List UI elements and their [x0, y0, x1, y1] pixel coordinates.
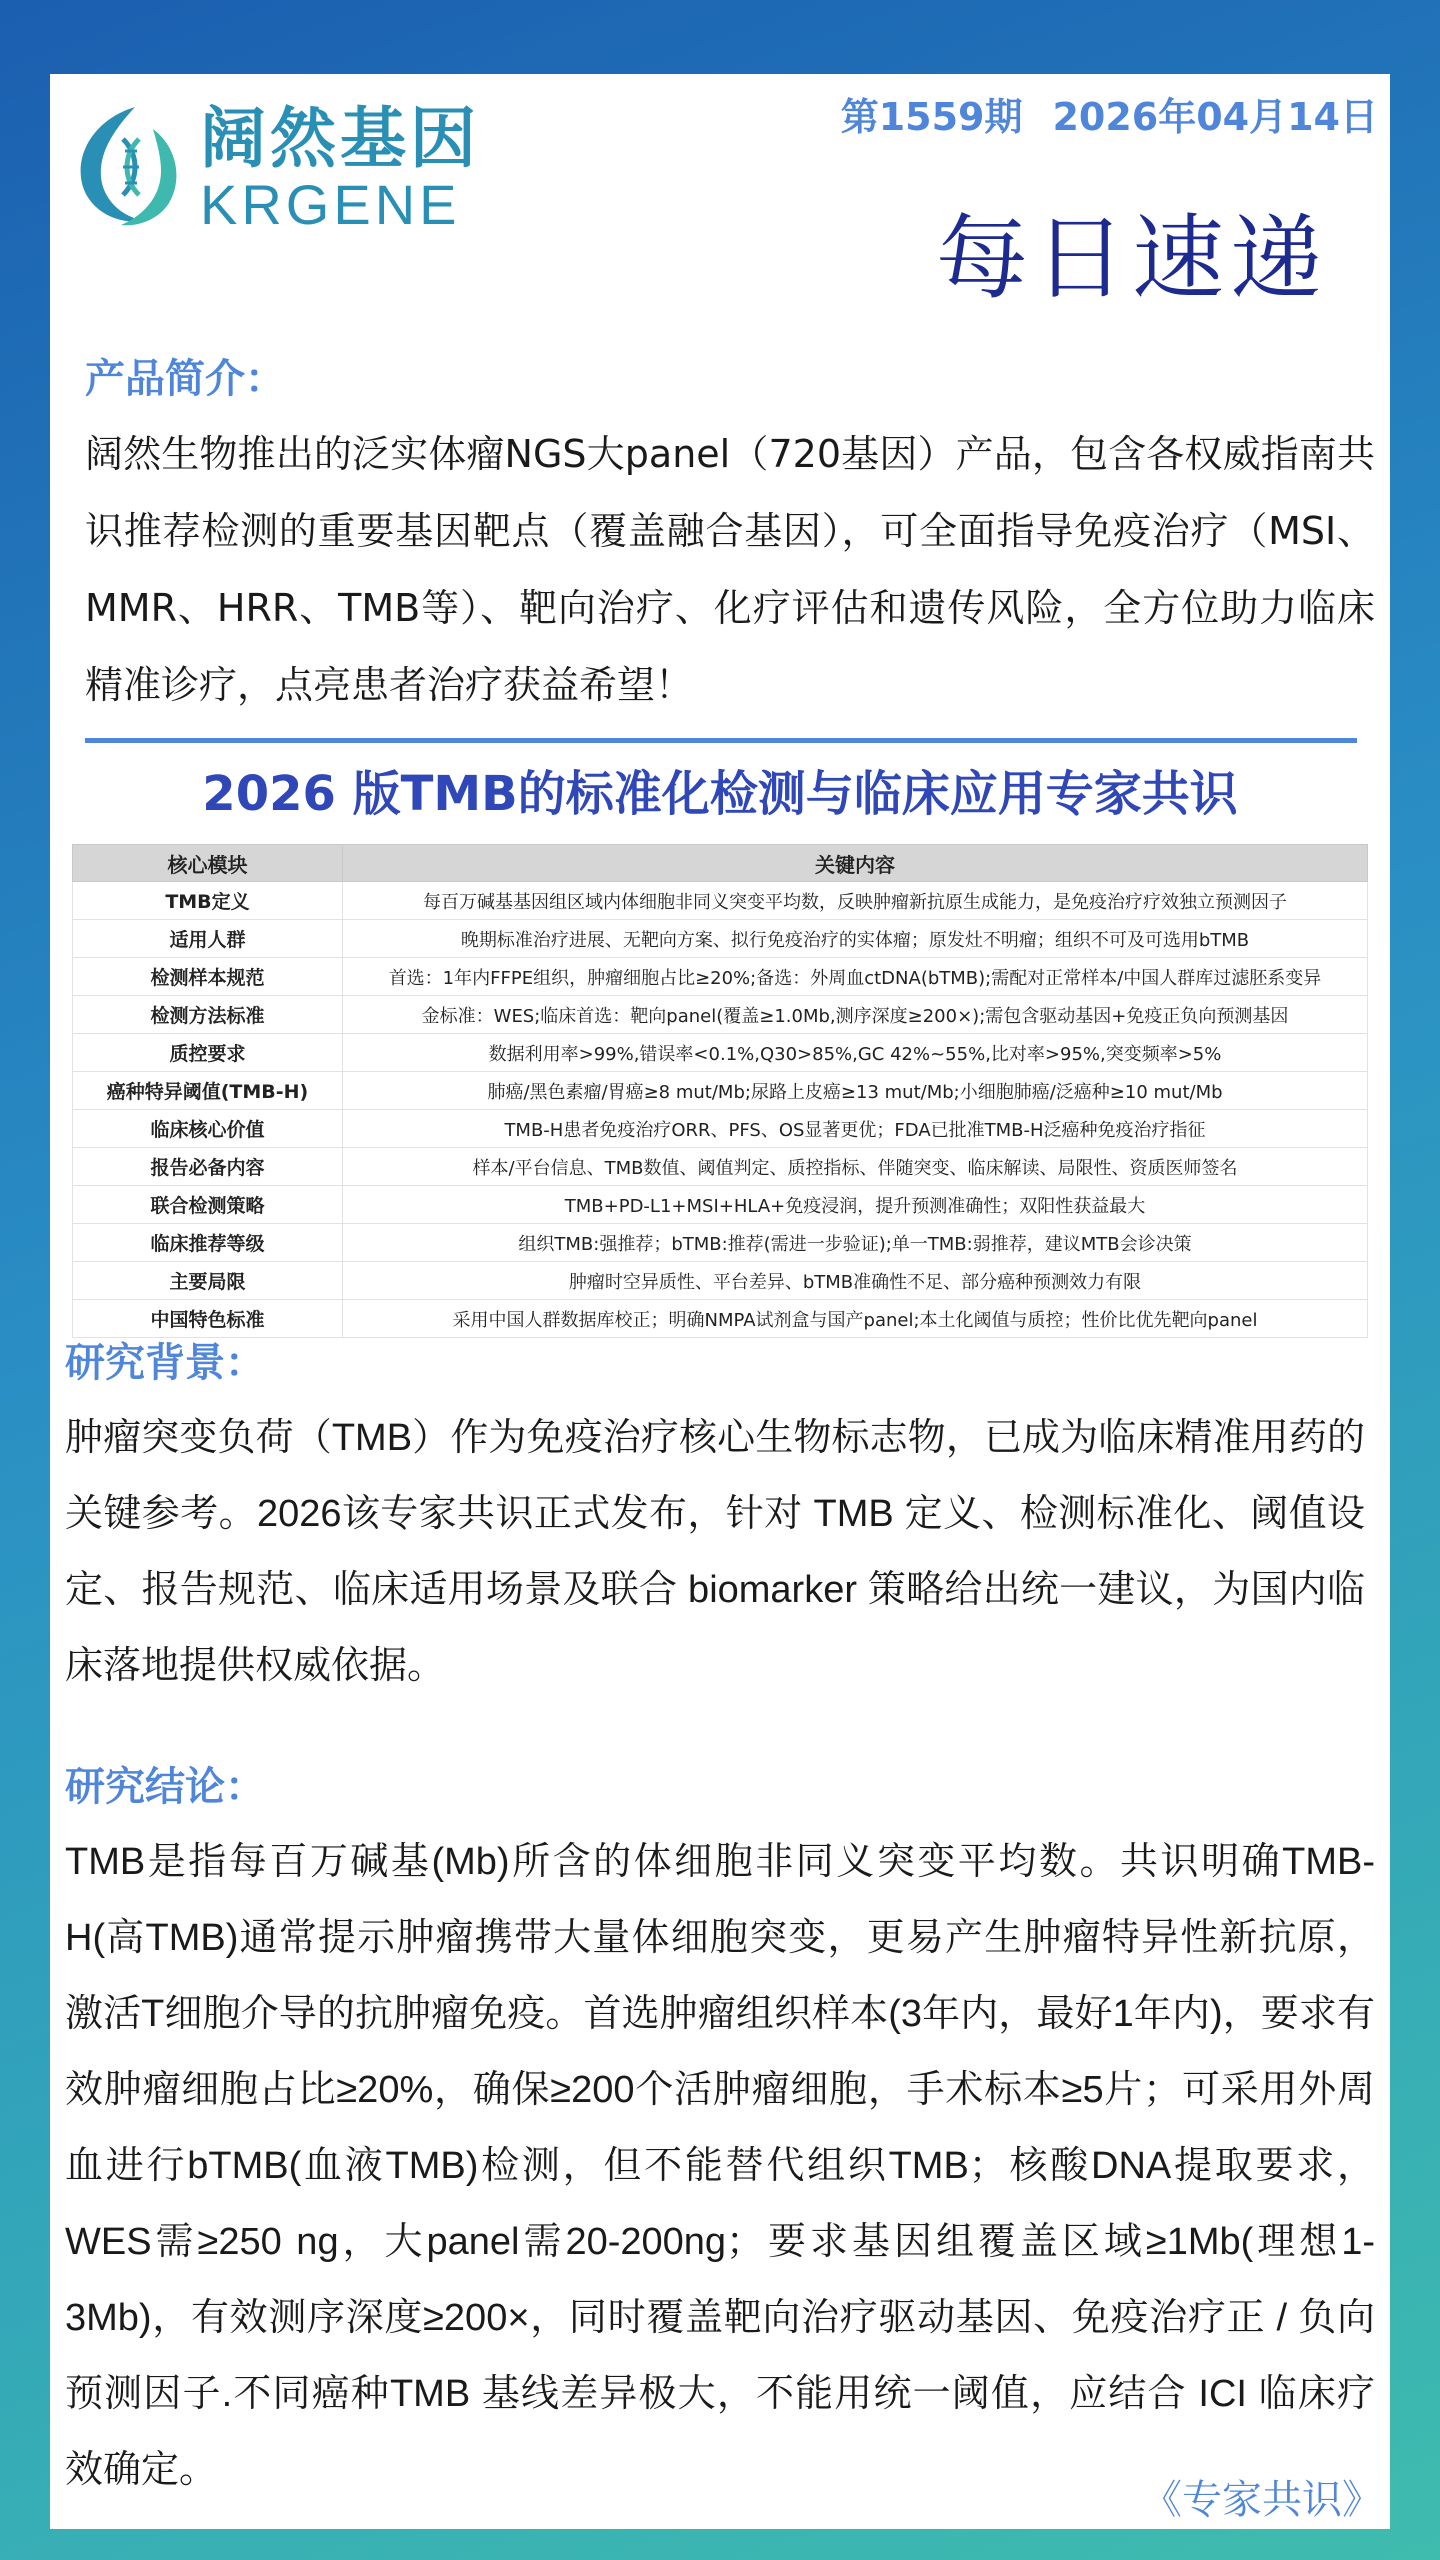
- table-header-module: 核心模块: [73, 845, 343, 882]
- consensus-title: 2026 版TMB的标准化检测与临床应用专家共识: [202, 766, 1238, 822]
- table-cell-module: 临床推荐等级: [73, 1224, 343, 1262]
- issue-number: 第1559期: [840, 95, 1023, 139]
- issue-date: 2026年04月14日: [1052, 95, 1378, 139]
- product-heading: 产品简介：: [85, 356, 285, 402]
- logo-chinese-name: 阔然基因: [200, 100, 480, 177]
- issue-info: [841, 86, 1378, 141]
- table-row: [73, 996, 1368, 1034]
- table-cell-module: 临床核心价值: [73, 1110, 343, 1148]
- table-header-row: [73, 845, 1368, 882]
- table-cell-module: 质控要求: [73, 1034, 343, 1072]
- table-cell-content: 晚期标准治疗进展、无靶向方案、拟行免疫治疗的实体瘤；原发灶不明瘤；组织不可及可选用bTMB: [343, 920, 1368, 958]
- table-cell-content: 肺癌/黑色素瘤/胃癌≥8 mut/Mb;尿路上皮癌≥13 mut/Mb;小细胞肺癌/泛癌种≥10 mut/Mb: [343, 1072, 1368, 1110]
- table-row: [73, 1186, 1368, 1224]
- table-cell-content: TMB+PD-L1+MSI+HLA+免疫浸润，提升预测准确性；双阳性获益最大: [343, 1186, 1368, 1224]
- table-header-content: 关键内容: [343, 845, 1368, 882]
- conclusion-heading: 研究结论：: [65, 1764, 265, 1810]
- logo-english-name: KRGENE: [200, 173, 461, 236]
- dna-swirl-logo-icon: [65, 99, 191, 229]
- table-row: [73, 882, 1368, 920]
- table-cell-content: 样本/平台信息、TMB数值、阈值判定、质控指标、伴随突变、临床解读、局限性、资质医师签名: [343, 1148, 1368, 1186]
- table-cell-content: 金标准：WES;临床首选：靶向panel(覆盖≥1.0Mb,测序深度≥200×);需包含驱动基因+免疫正负向预测基因: [343, 996, 1368, 1034]
- table-cell-module: TMB定义: [73, 882, 343, 920]
- conclusion-text: TMB是指每百万碱基(Mb)所含的体细胞非同义突变平均数。共识明确TMB-H(高TMB)通常提示肿瘤携带大量体细胞突变，更易产生肿瘤特异性新抗原，激活T细胞介导的抗肿瘤免疫。首选肿瘤组织样本(3年内，最好1年内)，要求有效肿瘤细胞占比≥20%，确保≥200个活肿瘤细胞，手术标本≥5片；可采用外周血进行bTMB(血液TMB)检测，但不能替代组织TMB；核酸DNA提取要求，WES需≥250 ng，大panel需20-200ng；要求基因组覆盖区域≥1Mb(理想1-3Mb)，有效测序深度≥200×，同时覆盖靶向治疗驱动基因、免疫治疗正 / 负向预测因子.不同癌种TMB 基线差异极大，不能用统一阈值，应结合 ICI 临床疗效确定。: [65, 1841, 1375, 2491]
- table-cell-content: 每百万碱基基因组区域内体细胞非同义突变平均数，反映肿瘤新抗原生成能力，是免疫治疗疗效独立预测因子: [343, 882, 1368, 920]
- table-cell-module: 癌种特异阈值(TMB-H): [73, 1072, 343, 1110]
- consensus-table: [72, 844, 1368, 1338]
- table-row: [73, 1262, 1368, 1300]
- table-row: [73, 920, 1368, 958]
- table-row: [73, 1300, 1368, 1338]
- table-cell-module: 适用人群: [73, 920, 343, 958]
- table-cell-content: 数据利用率>99%,错误率<0.1%,Q30>85%,GC 42%~55%,比对率>95%,突变频率>5%: [343, 1034, 1368, 1072]
- source-label: 《专家共识》: [1142, 2477, 1382, 2523]
- background-heading: 研究背景：: [65, 1340, 265, 1386]
- product-text: 阔然生物推出的泛实体瘤NGS大panel（720基因）产品，包含各权威指南共识推荐检测的重要基因靶点（覆盖融合基因），可全面指导免疫治疗（MSI、MMR、HRR、TMB等）、靶向治疗、化疗评估和遗传风险，全方位助力临床精准诊疗，点亮患者治疗获益希望！: [85, 432, 1375, 707]
- table-cell-module: 联合检测策略: [73, 1186, 343, 1224]
- table-cell-module: 检测方法标准: [73, 996, 343, 1034]
- table-cell-module: 检测样本规范: [73, 958, 343, 996]
- table-cell-module: 中国特色标准: [73, 1300, 343, 1338]
- table-cell-content: 组织TMB:强推荐；bTMB:推荐(需进一步验证);单一TMB:弱推荐，建议MTB会诊决策: [343, 1224, 1368, 1262]
- page-title: 每日速递: [935, 205, 1328, 312]
- table-cell-module: 报告必备内容: [73, 1148, 343, 1186]
- krgene-logo: [65, 99, 505, 236]
- background-text: 肿瘤突变负荷（TMB）作为免疫治疗核心生物标志物，已成为临床精准用药的关键参考。2026该专家共识正式发布，针对 TMB 定义、检测标准化、阈值设定、报告规范、临床适用场景及联合 biomarker 策略给出统一建议，为国内临床落地提供权威依据。: [65, 1417, 1365, 1687]
- table-cell-content: 首选：1年内FFPE组织，肿瘤细胞占比≥20%;备选：外周血ctDNA(bTMB);需配对正常样本/中国人群库过滤胚系变异: [343, 958, 1368, 996]
- table-cell-content: 采用中国人群数据库校正；明确NMPA试剂盒与国产panel;本土化阈值与质控；性价比优先靶向panel: [343, 1300, 1368, 1338]
- table-row: [73, 958, 1368, 996]
- content-card: [50, 74, 1390, 2529]
- table-row: [73, 1034, 1368, 1072]
- table-row: [73, 1148, 1368, 1186]
- divider-line: [85, 738, 1357, 743]
- table-row: [73, 1224, 1368, 1262]
- table-row: [73, 1110, 1368, 1148]
- table-cell-content: 肿瘤时空异质性、平台差异、bTMB准确性不足、部分癌种预测效力有限: [343, 1262, 1368, 1300]
- table-cell-content: TMB-H患者免疫治疗ORR、PFS、OS显著更优；FDA已批准TMB-H泛癌种免疫治疗指征: [343, 1110, 1368, 1148]
- table-cell-module: 主要局限: [73, 1262, 343, 1300]
- table-row: [73, 1072, 1368, 1110]
